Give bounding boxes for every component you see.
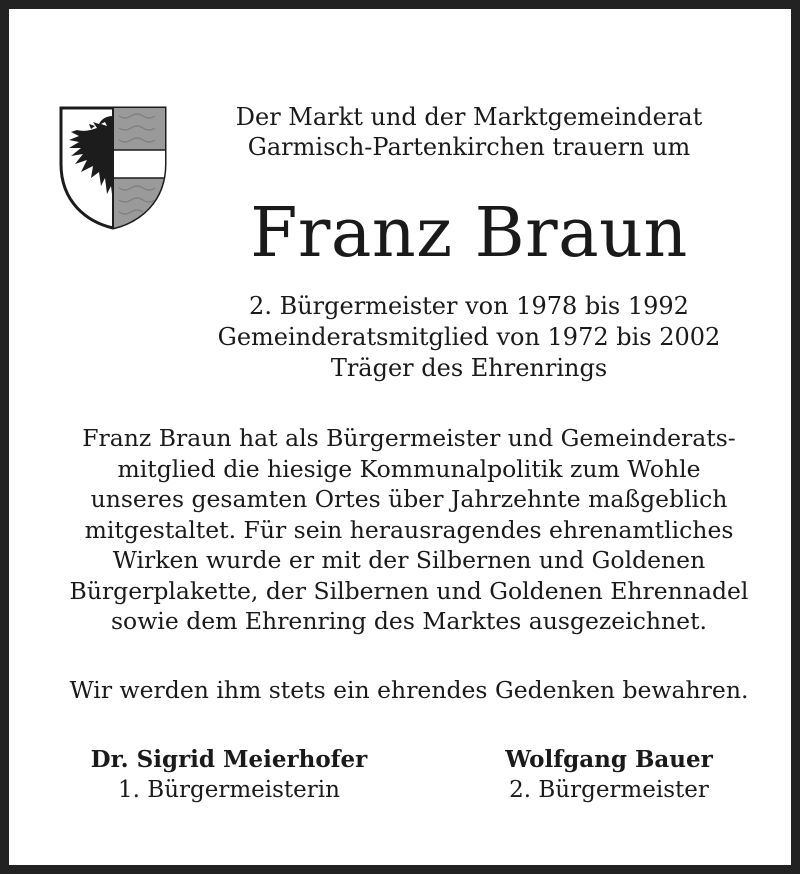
- deceased-name: Franz Braun: [250, 194, 688, 273]
- tribute-line: mitgestaltet. Für sein herausragendes ehrenamtliches: [84, 515, 734, 544]
- coat-of-arms-icon: [55, 102, 171, 232]
- signature-block-second-mayor: [449, 744, 769, 806]
- signer-name: Dr. Sigrid Meierhofer: [90, 746, 368, 773]
- header-line: Der Markt und der Marktgemeinderat: [235, 103, 703, 131]
- tribute-line: Wirken wurde er mit der Silbernen und Goldenen: [112, 546, 706, 574]
- signer-title: 1. Bürgermeisterin: [118, 777, 340, 803]
- tribute-line: mitglied die hiesige Kommunalpolitik zum Wohle: [117, 454, 701, 483]
- closing-line: Wir werden ihm stets ein ehrendes Gedenken bewahren.: [69, 676, 749, 704]
- tribute-line: unseres gesamten Ortes über Jahrzehnte maßgeblich: [90, 485, 728, 513]
- signer-title: 2. Bürgermeister: [509, 777, 709, 803]
- office-line: 2. Bürgermeister von 1978 bis 1992: [249, 292, 689, 320]
- tribute-line: Bürgerplakette, der Silbernen und Goldenen Ehrennadel: [69, 576, 749, 605]
- signature-block-first-mayor: [64, 744, 394, 806]
- office-line: Gemeinderatsmitglied von 1972 bis 2002: [217, 323, 721, 351]
- offices-list: [189, 291, 749, 384]
- office-line: Träger des Ehrenrings: [330, 354, 608, 382]
- tribute-line: Franz Braun hat als Bürgermeister und Gemeinderats-: [82, 424, 736, 452]
- mourning-header: [189, 102, 749, 162]
- tribute-line: sowie dem Ehrenring des Marktes ausgezeichnet.: [110, 607, 707, 635]
- signer-name: Wolfgang Bauer: [505, 746, 713, 773]
- header-line: Garmisch-Partenkirchen trauern um: [247, 133, 691, 161]
- tribute-paragraph: [31, 423, 787, 637]
